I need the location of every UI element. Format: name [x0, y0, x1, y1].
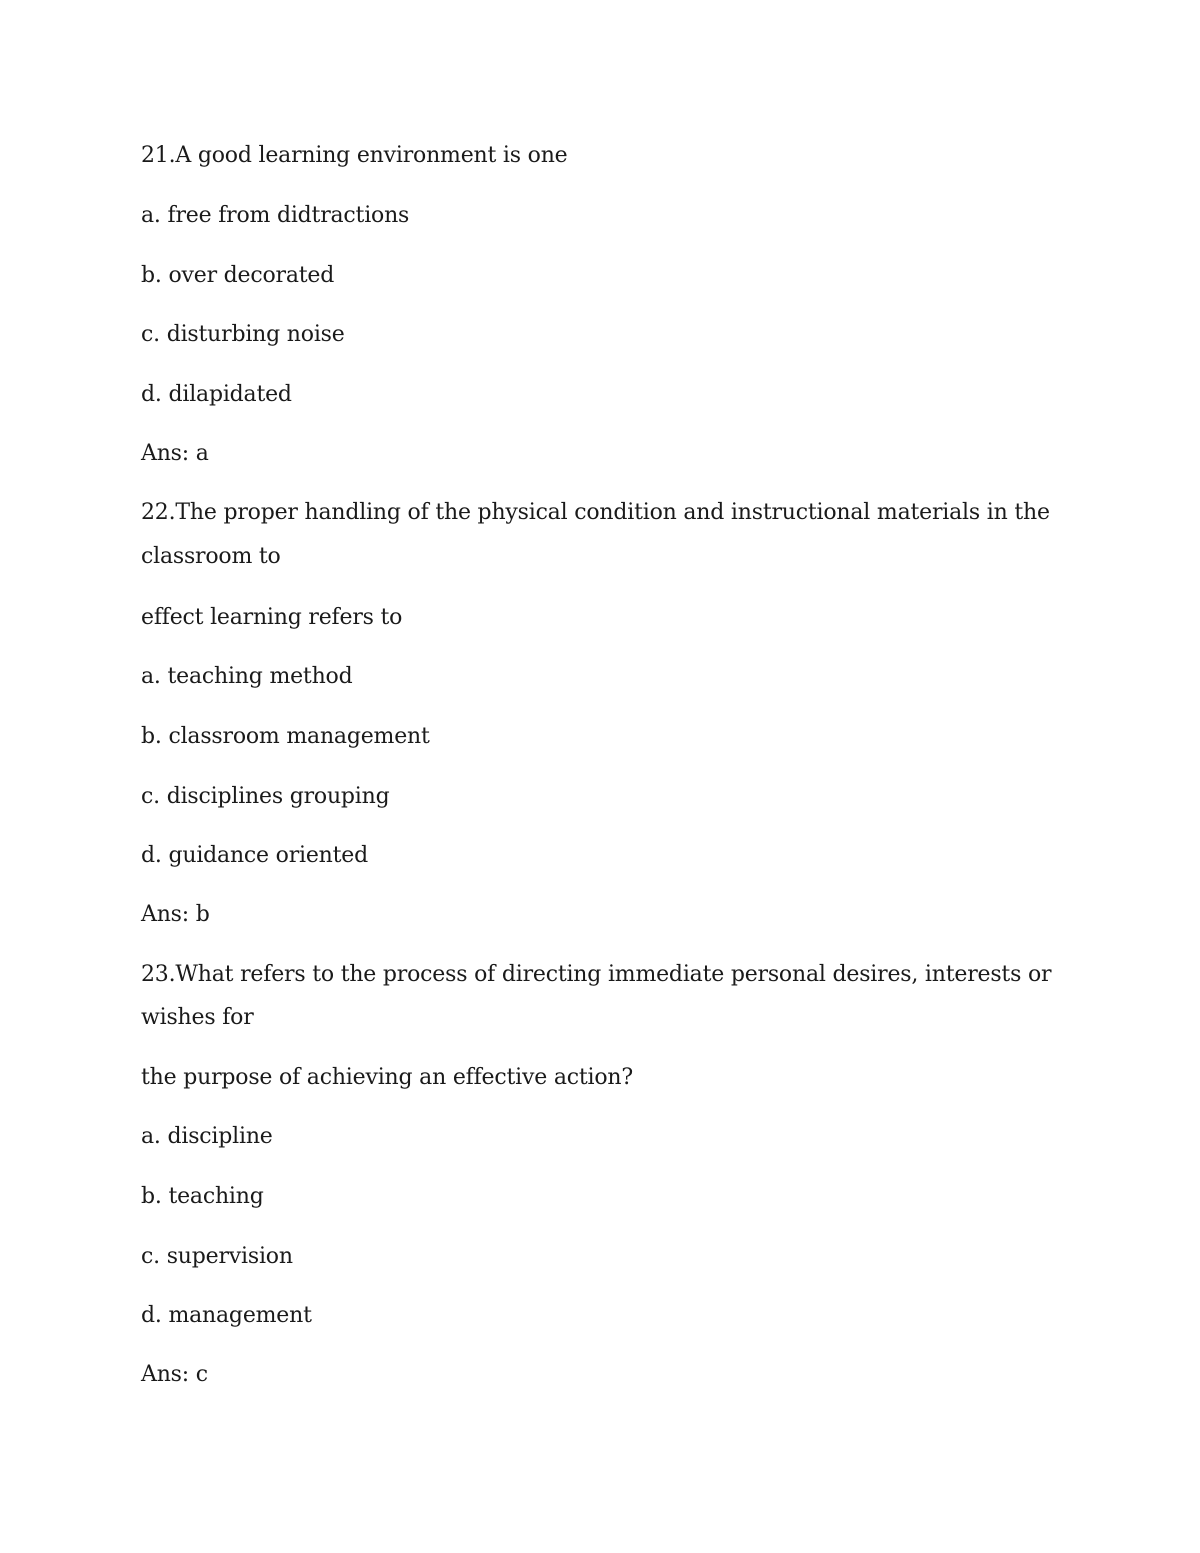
question-23-stem-line-3: the purpose of achieving an effective action? — [141, 1065, 633, 1090]
question-21-answer: Ans: a — [141, 441, 209, 466]
question-23-option-b: b. teaching — [141, 1184, 264, 1209]
question-22-stem-line-1: 22.The proper handling of the physical condition and instructional materials in the — [141, 500, 1050, 525]
question-22-option-c: c. disciplines grouping — [141, 784, 390, 809]
question-22-option-a: a. teaching method — [141, 664, 353, 689]
question-22-answer: Ans: b — [141, 902, 210, 927]
question-21-option-b: b. over decorated — [141, 263, 335, 288]
question-23-option-a: a. discipline — [141, 1124, 273, 1149]
question-23-stem-line-1: 23.What refers to the process of directing immediate personal desires, interests or — [141, 962, 1052, 987]
question-21-option-d: d. dilapidated — [141, 382, 292, 407]
question-22-option-b: b. classroom management — [141, 724, 430, 749]
question-21-option-a: a. free from didtractions — [141, 203, 410, 228]
question-22-stem-line-2: classroom to — [141, 544, 281, 569]
question-23-stem-line-2: wishes for — [141, 1005, 254, 1030]
question-22-stem-line-3: effect learning refers to — [141, 605, 403, 630]
question-23-answer: Ans: c — [141, 1362, 208, 1387]
question-21-option-c: c. disturbing noise — [141, 322, 345, 347]
question-22-option-d: d. guidance oriented — [141, 843, 368, 868]
question-23-option-d: d. management — [141, 1303, 312, 1328]
question-21-stem: 21.A good learning environment is one — [141, 143, 568, 168]
question-23-option-c: c. supervision — [141, 1244, 293, 1269]
